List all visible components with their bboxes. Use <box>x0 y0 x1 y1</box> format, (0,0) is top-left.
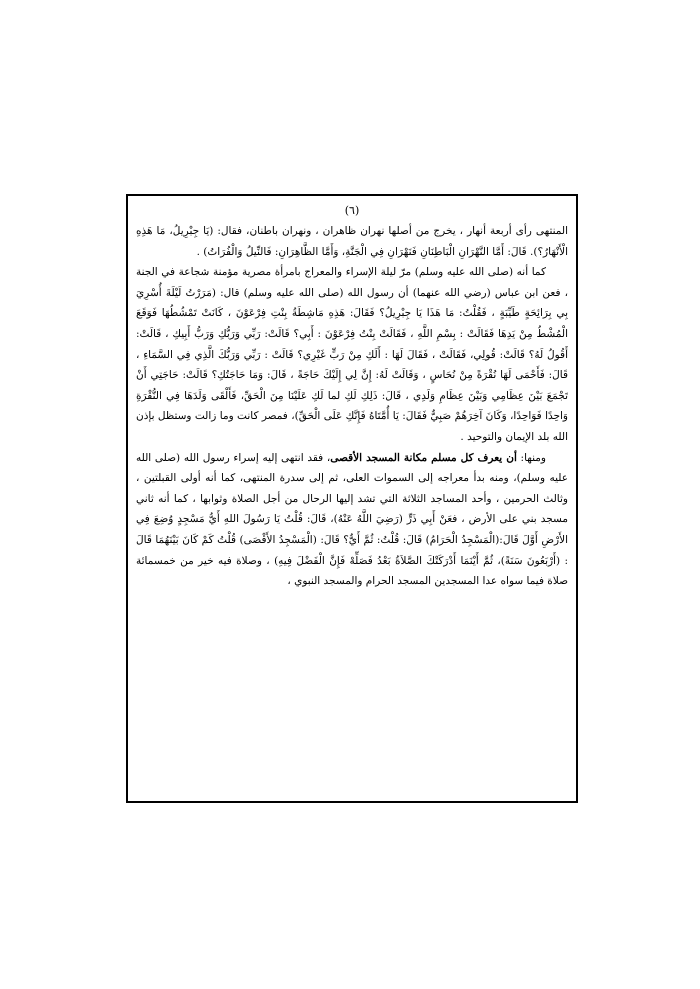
page-content <box>136 202 568 796</box>
paragraph-aqsa-lead: ومنها: <box>516 451 546 464</box>
paragraph-aqsa-bold: أن يعرف كل مسلم مكانة المسجد الأقصى <box>330 451 517 464</box>
paragraph-rivers: المنتهى رأى أربعة أنهار ، يخرج من أصلها نهران ظاهران ، ونهران باطنان، فقال: (يَا جِبْرِيلُ، مَا هَذِهِ الْأَنْهَارُ؟). قَالَ: أَمَّا النَّهْرَانِ الْبَاطِنَانِ فَنَهْرَانِ فِي الْجَنَّةِ، وَأَمَّا الظَّاهِرَانِ: فَالنِّيلُ وَالْفُرَاتُ) . <box>136 225 568 258</box>
paragraph-aqsa-rest: ، فقد انتهى إليه إسراء رسول الله (صلى الله عليه وسلم)، ومنه بدأ معراجه إلى السموات العلى، ثم إلى سدرة المنتهى، كما أنه أولى القبلتين ، وثالث الحرمين ، وأحد المساجد الثلاثة التي تشد إليها الرحال من أجل الصلاة وثوابها ، كما أنه ثاني مسجد بني على الأرض ، فعَنْ أَبِي ذَرٍّ (رَضِيَ اللَّهُ عَنْهُ)، قَالَ: قُلْتُ يَا رَسُولَ اللهِ أَيُّ مَسْجِدٍ وُضِعَ فِي الأَرْضِ أَوَّلَ قَالَ:(الْمَسْجِدُ الْحَرَامُ) قَالَ: قُلْتُ: ثُمَّ أَيٌّ؟ قَالَ: (الْمَسْجِدُ الأَقْصَى) قُلْتُ كَمْ كَانَ بَيْنَهُمَا قَالَ : (أَرْبَعُونَ سَنَةً)، ثُمَّ أَيْنَمَا أَدْرَكَتْكَ الصَّلاَةُ بَعْدُ فَصَلِّهْ فَإِنَّ الْفَضْلَ فِيهِ) ، وصلاة فيه خير من خمسمائة صلاة فيما سواه عدا المسجدين المسجد الحرام والمسجد النبوي ، <box>136 451 568 588</box>
page-number: (٦) <box>344 204 360 217</box>
paragraph-aqsa <box>136 448 568 592</box>
paragraph-hairdresser: كما أنه (صلى الله عليه وسلم) مرّ ليلة الإسراء والمعراج بامرأة مصرية مؤمنة شجاعة في الجنة ، فعن ابن عباس (رضي الله عنهما) أن رسول الله (صلى الله عليه وسلم) قال: (مَرَرْتُ لَيْلَةَ أُسْرِيَ بِي بِرَائِحَةٍ طَيِّبَةٍ ، فَقُلْتُ: مَا هَذَا يَا جِبْرِيلُ؟ فَقَالَ: هَذِهِ مَاشِطَةُ بِنْتِ فِرْعَوْنَ ، كَانَتْ تَمْشُطُهَا فَوَقَعَ الْمُشْطُ مِنْ يَدِهَا فَقَالَتْ : بِسْمِ اللَّهِ ، فَقَالَتْ بِنْتُ فِرْعَوْنَ : أَبِي؟ قَالَتْ: رَبِّي وَرَبُّكِ وَرَبُّ أَبِيكِ ، قَالَتْ: أَقُولُ لَهُ؟ قَالَتْ: قُولِي، فَقَالَتْ ، فَقَالَ لَهَا : أَلَكِ مِنْ رَبٍّ غَيْرِي؟ قَالَتْ : رَبِّي وَرَبُّكَ الَّذِي فِي السَّمَاءِ ، قَالَ: فَأَحْمَى لَهَا نُقْرَةً مِنْ نُحَاسٍ ، وَقَالَتْ لَهُ: إِنَّ لِي إِلَيْكَ حَاجَةً ، قَالَ: وَمَا حَاجَتُكِ؟ قَالَتْ: حَاجَتِي أَنْ تَجْمَعَ بَيْنَ عِظَامِي وَبَيْنَ عِظَامِ وَلَدِي ، قَالَ: ذَلِكِ لَكِ لما لَكِ عَلَيْنَا مِنَ الْحَقِّ، فَأَلْقَى وَلَدَهَا فِي النُّقْرَةِ وَاحِدًا فَوَاحِدًا، وَكَانَ آخِرَهُمْ صَبِيٌّ فَقَالَ: يَا أُمَّتَاهُ فَإِنَّكِ عَلَى الْحَقِّ)، فمصر كانت وما زالت وستظل بإذن الله بلد الإيمان والتوحيد . <box>136 266 568 443</box>
